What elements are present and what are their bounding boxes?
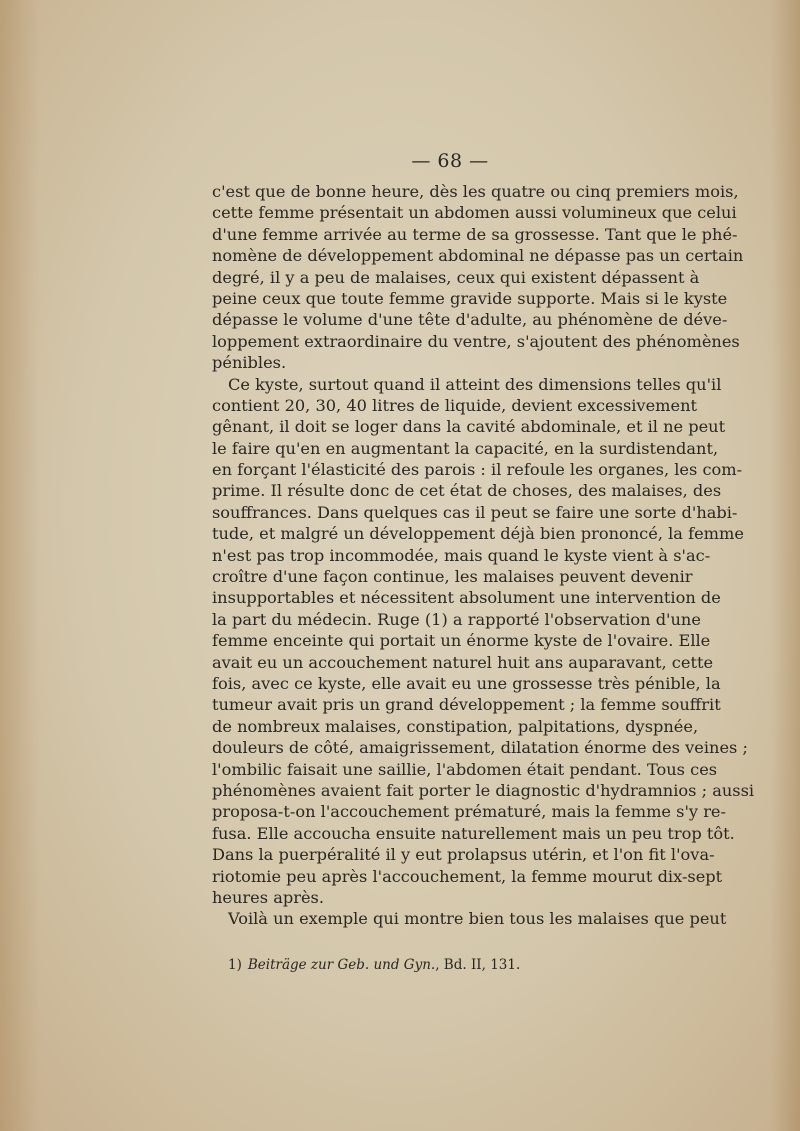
text-line: n'est pas trop incommodée, mais quand le kyste vient à s'ac-	[212, 545, 711, 565]
text-line: en forçant l'élasticité des parois : il refoule les organes, les com-	[212, 460, 743, 480]
text-line: le faire qu'en en augmentant la capacité, en la surdistendant,	[212, 438, 719, 458]
footnote-rest: , Bd. II, 131.	[435, 957, 521, 973]
text-line: peine ceux que toute femme gravide supporte. Mais si le kyste	[212, 288, 728, 308]
text-line: loppement extraordinaire du ventre, s'ajoutent des phénomènes	[212, 331, 740, 351]
text-line: degré, il y a peu de malaises, ceux qui existent dépassent à	[212, 267, 700, 287]
text-line: de nombreux malaises, constipation, palpitations, dyspnée,	[212, 716, 699, 736]
text-line: riotomie peu après l'accouchement, la femme mourut dix-sept	[212, 866, 723, 886]
text-line: souffrances. Dans quelques cas il peut se faire une sorte d'habi-	[212, 502, 738, 522]
text-line: douleurs de côté, amaigrissement, dilatation énorme des veines ;	[212, 738, 748, 758]
text-line: l'ombilic faisait une saillie, l'abdomen était pendant. Tous ces	[212, 759, 718, 779]
text-line: croître d'une façon continue, les malaises peuvent devenir	[212, 567, 693, 587]
text-line: avait eu un accouchement naturel huit ans auparavant, cette	[212, 652, 714, 672]
text-line: cette femme présentait un abdomen aussi volumineux que celui	[212, 203, 737, 223]
text-line: dépasse le volume d'une tête d'adulte, au phénomène de déve-	[212, 310, 728, 330]
text-line: la part du médecin. Ruge (1) a rapporté l'observation d'une	[212, 609, 701, 629]
text-line: prime. Il résulte donc de cet état de choses, des malaises, des	[212, 481, 722, 501]
text-line: d'une femme arrivée au terme de sa grossesse. Tant que le phé-	[212, 224, 738, 244]
text-line: femme enceinte qui portait un énorme kyste de l'ovaire. Elle	[212, 631, 711, 651]
footnote-ref: 1)	[228, 957, 242, 973]
text-line: tumeur avait pris un grand développement ; la femme souffrit	[212, 695, 721, 715]
text-line: Ce kyste, surtout quand il atteint des dimensions telles qu'il	[228, 374, 722, 394]
text-line: pénibles.	[212, 353, 287, 373]
text-line: gênant, il doit se loger dans la cavité abdominale, et il ne peut	[212, 417, 726, 437]
text-line: Dans la puerpéralité il y eut prolapsus utérin, et l'on fit l'ova-	[212, 845, 715, 865]
text-line: nomène de développement abdominal ne dépasse pas un certain	[212, 246, 744, 266]
text-line: c'est que de bonne heure, dès les quatre ou cinq premiers mois,	[212, 182, 739, 201]
body-text	[212, 181, 755, 930]
text-line: contient 20, 30, 40 litres de liquide, devient excessivement	[212, 395, 698, 415]
text-line: fois, avec ce kyste, elle avait eu une grossesse très pénible, la	[212, 673, 721, 693]
footnote	[228, 957, 520, 973]
text-line: phénomènes avaient fait porter le diagnostic d'hydramnios ; aussi	[212, 780, 755, 800]
text-line: tude, et malgré un développement déjà bien prononcé, la femme	[212, 524, 744, 544]
text-line: Voilà un exemple qui montre bien tous les malaises que peut	[228, 909, 727, 929]
text-line: insupportables et nécessitent absolument une intervention de	[212, 588, 721, 608]
text-line: fusa. Elle accoucha ensuite naturellement mais un peu trop tôt.	[212, 823, 735, 843]
footnote-title: Beiträge zur Geb. und Gyn.	[247, 957, 436, 973]
page-number: — 68 —	[411, 150, 489, 172]
text-line: heures après.	[212, 887, 324, 907]
text-line: proposa-t-on l'accouchement prématuré, mais la femme s'y re-	[212, 802, 726, 822]
